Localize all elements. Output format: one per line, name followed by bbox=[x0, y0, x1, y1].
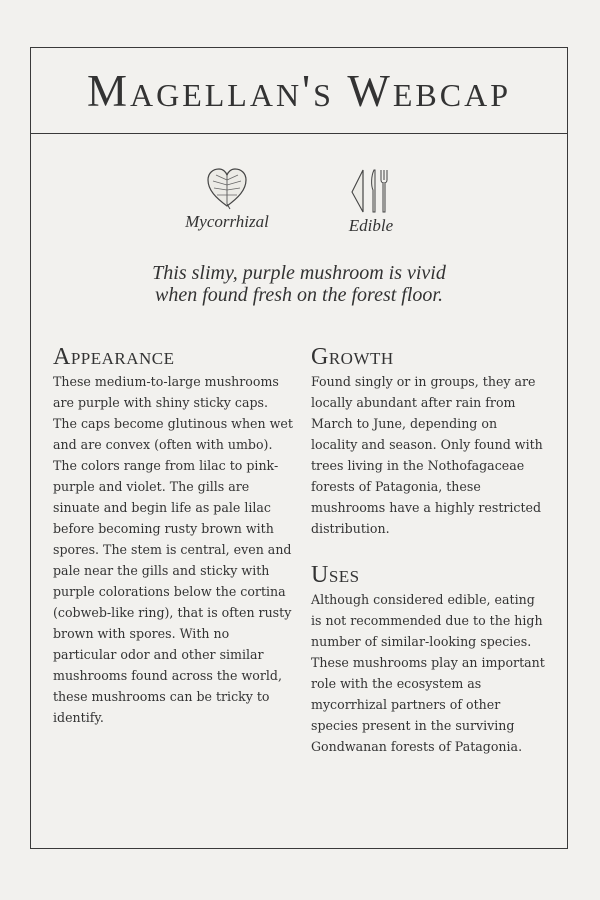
heart-leaf-icon bbox=[204, 166, 250, 210]
page-title: Magellan's Webcap bbox=[86, 65, 512, 116]
appearance-text: These medium-to-large mushrooms are purple with shiny sticky caps. The caps become glutinous when wet and are convex (often with umbo). The colors range from lilac to pink-purple and violet. The gills are sinuate and begin life as pale lilac before becoming rusty brown with spores. The stem is central, even and pale near the gills and sticky with purple colorations below the cortina (cobweb-like ring), that is often rusty brown with spores. With no particular odor and other similar mushrooms found across the world, these mushrooms can be tricky to identify. bbox=[53, 374, 293, 725]
tagline-line-1: This slimy, purple mushroom is vivid bbox=[152, 262, 446, 284]
left-column bbox=[53, 343, 293, 728]
napkin-fork-knife-icon bbox=[348, 166, 394, 214]
mycorrhizal-badge bbox=[172, 166, 282, 236]
growth-text: Found singly or in groups, they are locally abundant after rain from March to June, depending on locality and season. Only found with trees living in the Nothofagaceae forests of Patagonia, these mushrooms have a highly restricted distribution. bbox=[311, 374, 543, 536]
appearance-heading: Appearance bbox=[53, 344, 175, 370]
info-card bbox=[30, 47, 568, 849]
edible-badge bbox=[316, 166, 426, 236]
growth-heading: Growth bbox=[311, 344, 394, 370]
mycorrhizal-label: Mycorrhizal bbox=[185, 212, 269, 231]
uses-heading: Uses bbox=[311, 562, 360, 588]
uses-text: Although considered edible, eating is not recommended due to the high number of similar-looking species. These mushrooms play an important role with the ecosystem as mycorrhizal partners of other species present in the surviving Gondwanan forests of Patagonia. bbox=[311, 592, 545, 754]
tagline bbox=[31, 262, 567, 306]
right-column bbox=[311, 343, 547, 757]
edible-label: Edible bbox=[348, 216, 394, 235]
section-spacer bbox=[311, 539, 547, 561]
tagline-line-2: when found fresh on the forest floor. bbox=[155, 284, 443, 306]
title-band bbox=[31, 48, 567, 134]
icon-row bbox=[31, 166, 567, 236]
